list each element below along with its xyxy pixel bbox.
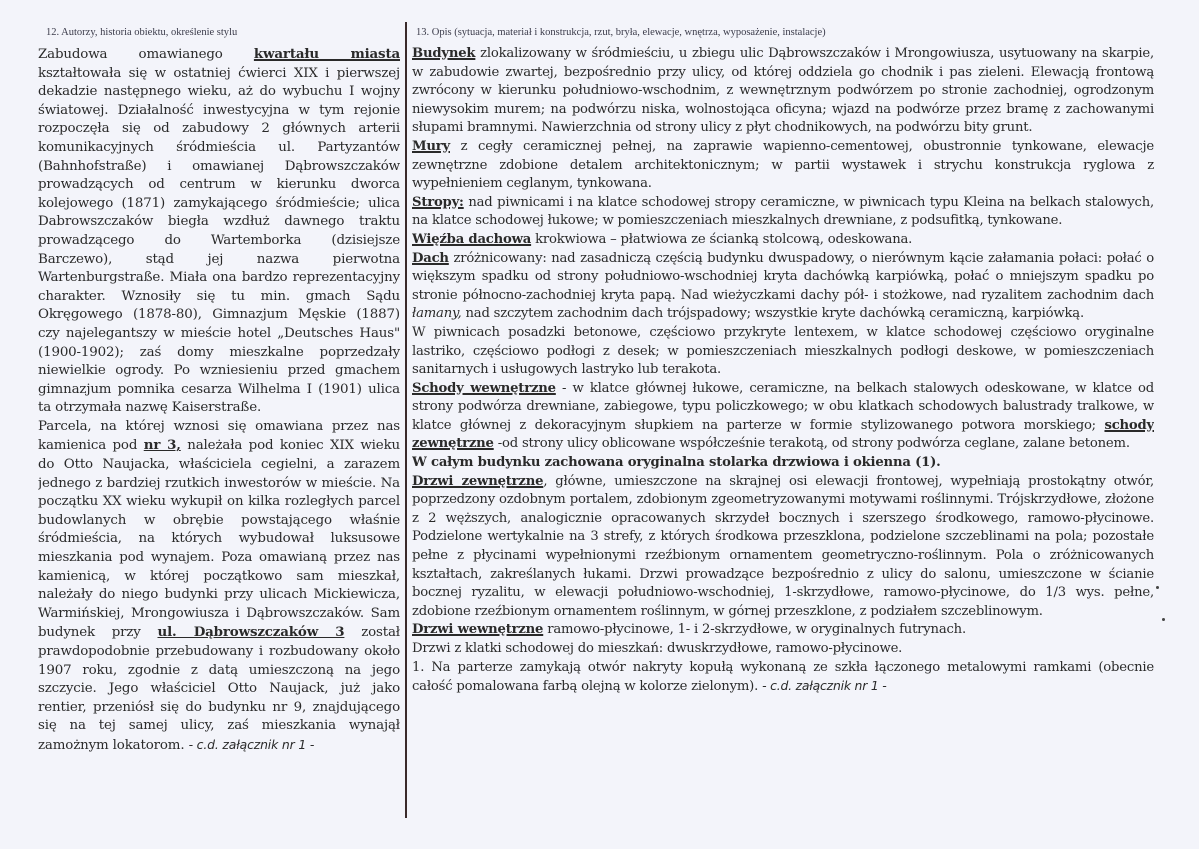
text-run: 1. Na parterze zamykają otwór nakryty kopułą wykonaną ze szkła łączonego metalowymi ramkami (obecnie całość pomalowana farbą olejną w kolorze zielonym). [412, 659, 1154, 695]
ref-nr3: nr 3, [143, 437, 181, 454]
section-drzwi-wewnetrzne [412, 621, 1154, 640]
history-paragraph-1 [38, 45, 400, 418]
text-run: Parcela, na której wznosi się omawiana przez nas kamienica pod [38, 418, 400, 454]
continuation-note: - c.d. załącznik nr 1 - [762, 678, 887, 694]
left-header: 12. Autorzy, historia obiektu, określenie stylu [46, 27, 238, 38]
text-run: zróżnicowany: nad zasadniczą częścią budynku dwuspadowy, o nierównym kącie załamania połaci: połać o większym spadku od strony południowo-wschodniej kryta dachówką karpiówką, połać o mniejszym spadku po stronie północno-zachodniej kryta papą. Nad wieżyczkami dachy pół- i stożkowe, nad ryzalitem zachodnim dach [412, 250, 1154, 303]
keyword-schody-zewnetrzne: schody zewnętrzne [412, 417, 1154, 452]
text-run: Zabudowa omawianego [38, 47, 254, 62]
section-mury [412, 138, 1154, 194]
footnote [412, 659, 1154, 697]
text-run: został prawdopodobnie przebudowany i rozbudowany około 1907 roku, zgodnie z datą umieszczoną na jego szczycie. Jego właściciel Otto Naujack, już jako rentier, przeniósł się do budynku nr 9, znajdującego się na tej samej ulicy, zaś mieszkania wynajął zamożnym lokatorom. [38, 625, 400, 753]
continuation-note: - c.d. załącznik nr 1 - [188, 736, 315, 752]
text-run: - w klatce głównej łukowe, ceramiczne, na belkach stalowych odeskowane, w klatce od strony podwórza drewniane, zabiegowe, typu policzkowego; w obu klatkach schodowych balustrady tralkowe, w klatce głównej z dekoracyjnym słupkiem na parterze w formie stylizowanego potwora morskiego; [412, 380, 1154, 433]
text-run: nad szczytem zachodnim dach trójspadowy; wszystkie kryte dachówką ceramiczną, karpiówką. [461, 306, 1084, 322]
history-paragraph-2 [38, 418, 400, 756]
keyword-kwartal: kwartału miasta [253, 46, 400, 62]
text-run: zlokalizowany w śródmieściu, u zbiegu ulic Dąbrowszczaków i Mrongowiusza, usytuowany na skarpie, w zabudowie zwartej, bezpośrednio przy ulicy, od której oddziela go chodnik i pas zieleni. Elewacją frontową zwrócony w kierunku południowo-wschodnim, z wewnętrznym podwórzem po stronie zachodniej, ogrodzonym niewysokim murem; na podwórzu niska, wolnostojąca oficyna; wjazd na podwórze przez bramę z zachowanymi słupami bramnymi. Nawierzchnia od strony ulicy z płyt chodnikowych, na podwórzu bity grunt. [412, 46, 1154, 136]
keyword-schody: Schody wewnętrzne [412, 380, 556, 396]
section-schody [412, 380, 1154, 454]
section-stolarka: W całym budynku zachowana oryginalna stolarka drzwiowa i okienna (1). [412, 455, 941, 471]
section-stropy [412, 194, 1154, 231]
section-drzwi-zewnetrzne [412, 473, 1154, 622]
section-drzwi-klatki: Drzwi z klatki schodowej do mieszkań: dwuskrzydłowe, ramowo-płycinowe. [412, 641, 903, 656]
text-run: ramowo-płycinowe, 1- i 2-skrzydłowe, w oryginalnych futrynach. [543, 622, 966, 638]
keyword-budynek: Budynek [412, 46, 476, 61]
column-divider [405, 22, 407, 818]
right-column [412, 26, 1154, 816]
right-header: 13. Opis (sytuacja, materiał i konstrukcja, rzut, bryła, elewacje, wnętrza, wyposażenie, instalacje) [416, 27, 826, 38]
text-run: należała pod koniec XIX wieku do Otto Naujacka, właściciela cegielni, a zarazem jednego z bardziej rzutkich inwestorów w mieście. Na początku XX wieku wykupił on kilka rozległych parcel budowlanych w obrębie powstającego właśnie śródmieścia, na których wybudował luksusowe mieszkania pod wynajem. Poza omawianą przez nas kamienicą, w której początkowo sam mieszkał, należały do niego budynki przy ulicach Mickiewicza, Warmińskiej, Mrongowiusza i Dąbrowszczaków. Sam budynek przy [38, 438, 400, 641]
section-dach [412, 250, 1154, 324]
text-run: , główne, umieszczone na skrajnej osi elewacji frontowej, wypełniają prostokątny otwór, poprzedzony ozdobnym portalem, zdobionym zgeometryzowanymi motywami roślinnymi. Trójskrzydłowe, złożone z 2 węższych, analogicznie opracowanych skrzydeł bocznych i szerszego środkowego, ramowo-płycinowe. Podzielone wertykalnie na 3 strefy, z których środkowa przeszklona, podzielone szczeblinami na pola; pozostałe pełne z płycinami wypełnionymi rzeźbionym ornamentem geometryczno-roślinnym. Pola o zróżnicowanych kształtach, zakreślanych łukami. Drzwi prowadzące bezpośrednio z ulicy do salonu, umieszczone w ścianie bocznej ryzalitu, w elewacji południowo-wschodniej, 1-skrzydłowe, ramowo-płycinowe, do 1/3 wys. pełne, zdobione rzeźbionym ornamentem roślinnym, w górnej przeszklone, z podziałem szczeblinowym. [412, 473, 1154, 619]
text-run: kształtowała się w ostatniej ćwierci XIX i pierwszej dekadzie następnego wieku, aż do wybuchu I wojny światowej. Działalność inwestycyjna w tym rejonie rozpoczęła się od zabudowy 2 głównych arterii komunikacyjnych śródmieścia ul. Partyzantów (Bahnhofstraße) i omawianej Dąbrowszczaków prowadzących od centrum w kierunku dworca kolejowego (1871) zamykającego śródmieście; ulica Dabrowszczaków biegła wzdłuż dawnego traktu prowadzącego do Wartemborka (dzisiejsze Barczewo), stąd jej nazwa pierwotna Wartenburgstraße. Miała ona bardzo reprezentacyjny charakter. Wznosiły się tu min. gmach Sądu Okręgowego (1878-80), Gimnazjum Męskie (1887) czy najelegantszy w mieście hotel „Deutsches Haus" (1900-1902); zaś domy mieszkalne poprzedzały niewielkie ogrody. Po wzniesieniu przed gmachem gimnazjum pomnika cesarza Wilhelma I (1901) ulica ta otrzymała nazwę Kaiserstraße. [38, 65, 400, 416]
keyword-drzwi-zewnetrzne: Drzwi zewnętrzne [412, 473, 544, 489]
text-run: krokwiowa – płatwiowa ze ścianką stolcową, odeskowana. [531, 231, 913, 247]
ref-address: ul. Dąbrowszczaków 3 [157, 624, 345, 641]
description-text [412, 45, 1154, 697]
section-posadzki: W piwnicach posadzki betonowe, częściowo przykryte lentexem, w klatce schodowej częściowo oryginalne lastriko, częściowo podłogi z desek; w pomieszczeniach mieszkalnych podłogi deskowe, w pomieszczeniach sanitarnych i usługowych lastryko lub terakota. [412, 324, 1154, 378]
left-column [38, 26, 400, 816]
section-wiezba [412, 231, 1154, 250]
text-run: z cegły ceramicznej pełnej, na zaprawie wapienno-cementowej, obustronnie tynkowane, elewacje zewnętrzne zdobione detalem architektonicznym; w partii wystawek i strychu konstrukcja ryglowa z wypełnieniem ceglanym, tynkowana. [412, 138, 1154, 192]
text-run: nad piwnicami i na klatce schodowej stropy ceramiczne, w piwnicach typu Kleina na belkach stalowych, na klatce schodowej łukowe; w pomieszczeniach mieszkalnych drewniane, z podsufitką, tynkowane. [412, 194, 1154, 229]
keyword-dach: Dach [412, 250, 449, 266]
section-budynek [412, 45, 1154, 138]
history-text [38, 45, 400, 756]
scan-speck [1156, 586, 1159, 589]
keyword-wiezba: Więźba dachowa [412, 231, 532, 247]
text-run: -od strony ulicy oblicowane współcześnie terakotą, od strony podwórza ceglane, zalane betonem. [493, 436, 1130, 452]
scan-speck [1162, 618, 1165, 621]
keyword-stropy: Stropy: [412, 194, 464, 210]
keyword-drzwi-wewnetrzne: Drzwi wewnętrzne [412, 622, 544, 638]
emphasis-lamany: łamany, [412, 306, 462, 322]
keyword-mury: Mury [412, 138, 450, 154]
